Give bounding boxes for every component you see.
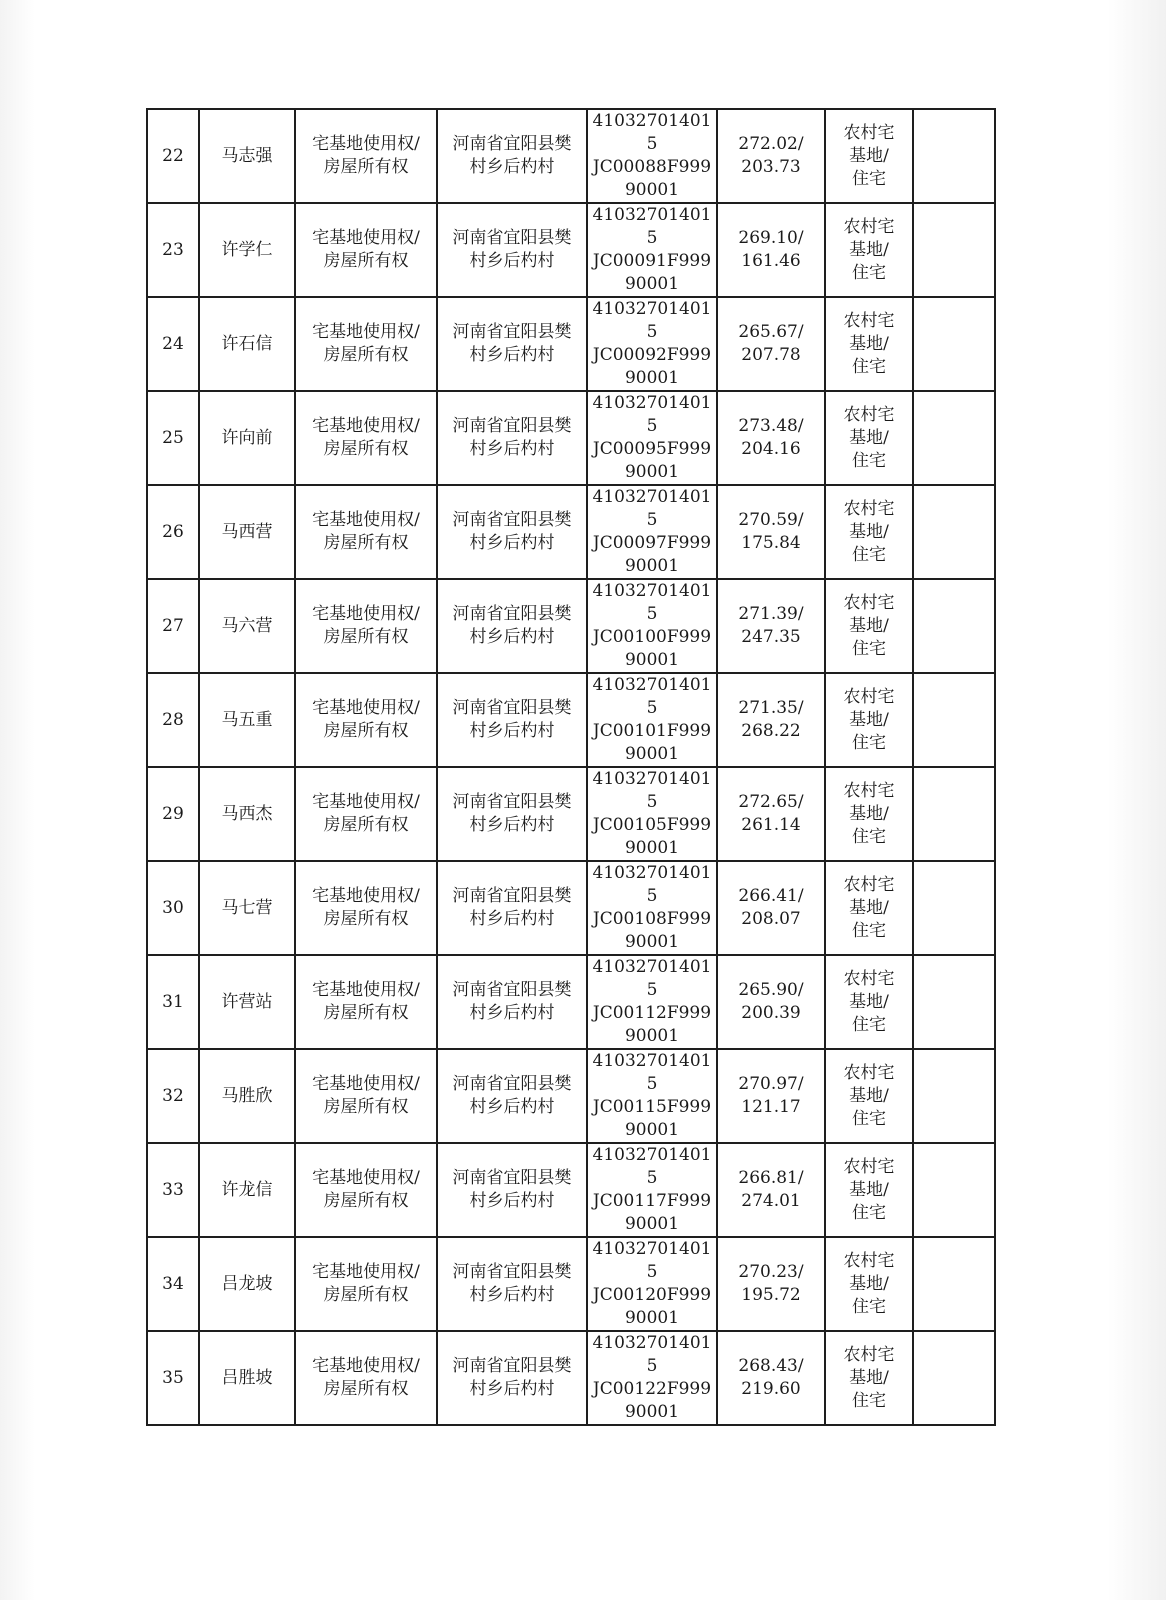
- location-line: 村乡后杓村: [469, 1003, 555, 1023]
- location-line: 村乡后杓村: [469, 1097, 555, 1117]
- location-cell: [437, 485, 587, 579]
- remarks-cell: [913, 1143, 995, 1237]
- parcel-code-line: 410327014015: [592, 299, 712, 342]
- area-cell: [717, 1331, 825, 1425]
- right-type-line: 宅基地使用权/: [312, 1074, 420, 1094]
- parcel-code-cell: [587, 579, 717, 673]
- parcel-code-line: JC00117F999: [592, 1191, 712, 1211]
- location-line: 河南省宜阳县樊: [452, 322, 572, 342]
- area-line: 268.43/: [738, 1356, 804, 1376]
- table-row: [147, 1237, 995, 1331]
- location-cell: [437, 861, 587, 955]
- right-type-cell: [295, 1143, 437, 1237]
- land-use-line: 基地/: [849, 1367, 889, 1388]
- table-row: [147, 1049, 995, 1143]
- right-type-line: 宅基地使用权/: [312, 792, 420, 812]
- row-number-cell: 31: [147, 955, 199, 1049]
- right-type-cell: [295, 391, 437, 485]
- right-type-cell: [295, 485, 437, 579]
- location-line: 村乡后杓村: [469, 157, 555, 177]
- land-use-line: 住宅: [852, 450, 886, 471]
- area-line: 200.39: [741, 1003, 801, 1023]
- area-line: 161.46: [741, 251, 801, 271]
- location-cell: [437, 1331, 587, 1425]
- land-use-line: 住宅: [852, 544, 886, 565]
- table-row: [147, 579, 995, 673]
- location-line: 河南省宜阳县樊: [452, 134, 572, 154]
- right-type-line: 房屋所有权: [323, 815, 409, 835]
- parcel-code-line: 410327014015: [592, 1333, 712, 1376]
- location-line: 村乡后杓村: [469, 345, 555, 365]
- right-type-line: 房屋所有权: [323, 157, 409, 177]
- land-use-line: 住宅: [852, 356, 886, 377]
- land-use-line: 农村宅: [843, 498, 895, 519]
- land-use-line: 基地/: [849, 615, 889, 636]
- remarks-cell: [913, 485, 995, 579]
- parcel-code-cell: [587, 1143, 717, 1237]
- location-line: 河南省宜阳县樊: [452, 1262, 572, 1282]
- location-line: 河南省宜阳县樊: [452, 1356, 572, 1376]
- area-line: 265.67/: [738, 322, 804, 342]
- area-line: 269.10/: [738, 228, 804, 248]
- owner-name-cell: 马志强: [199, 109, 295, 203]
- right-type-cell: [295, 767, 437, 861]
- area-line: 271.39/: [738, 604, 804, 624]
- location-cell: [437, 109, 587, 203]
- right-type-cell: [295, 579, 437, 673]
- owner-name-cell: 吕龙坡: [199, 1237, 295, 1331]
- land-use-line: 农村宅: [843, 1156, 895, 1177]
- land-use-line: 农村宅: [843, 310, 895, 331]
- area-line: 266.41/: [738, 886, 804, 906]
- parcel-code-line: JC00088F999: [592, 157, 712, 177]
- table-row: [147, 1331, 995, 1425]
- parcel-code-cell: [587, 861, 717, 955]
- right-type-line: 宅基地使用权/: [312, 1168, 420, 1188]
- parcel-code-line: 90001: [624, 744, 680, 764]
- row-number-cell: 22: [147, 109, 199, 203]
- location-cell: [437, 767, 587, 861]
- area-cell: [717, 673, 825, 767]
- right-type-line: 房屋所有权: [323, 1191, 409, 1211]
- land-use-line: 农村宅: [843, 404, 895, 425]
- location-line: 村乡后杓村: [469, 627, 555, 647]
- parcel-code-line: JC00105F999: [592, 815, 712, 835]
- table-row: [147, 955, 995, 1049]
- area-cell: [717, 767, 825, 861]
- location-cell: [437, 203, 587, 297]
- land-use-line: 农村宅: [843, 968, 895, 989]
- location-line: 河南省宜阳县樊: [452, 1168, 572, 1188]
- land-use-line: 住宅: [852, 262, 886, 283]
- right-type-cell: [295, 673, 437, 767]
- remarks-cell: [913, 673, 995, 767]
- parcel-code-line: 410327014015: [592, 205, 712, 248]
- remarks-cell: [913, 1331, 995, 1425]
- area-line: 274.01: [741, 1191, 801, 1211]
- area-line: 273.48/: [738, 416, 804, 436]
- land-use-line: 农村宅: [843, 874, 895, 895]
- parcel-code-line: JC00092F999: [592, 345, 712, 365]
- area-line: 247.35: [741, 627, 801, 647]
- area-line: 270.59/: [738, 510, 804, 530]
- right-type-line: 房屋所有权: [323, 909, 409, 929]
- right-type-line: 房屋所有权: [323, 1097, 409, 1117]
- area-cell: [717, 203, 825, 297]
- parcel-code-line: 90001: [624, 1120, 680, 1140]
- row-number-cell: 27: [147, 579, 199, 673]
- parcel-code-line: 410327014015: [592, 111, 712, 154]
- parcel-code-cell: [587, 767, 717, 861]
- right-type-line: 宅基地使用权/: [312, 322, 420, 342]
- right-type-line: 宅基地使用权/: [312, 1262, 420, 1282]
- land-use-cell: [825, 767, 913, 861]
- land-use-cell: [825, 955, 913, 1049]
- parcel-code-line: 90001: [624, 462, 680, 482]
- row-number-cell: 29: [147, 767, 199, 861]
- parcel-code-cell: [587, 485, 717, 579]
- land-use-cell: [825, 861, 913, 955]
- right-type-line: 房屋所有权: [323, 345, 409, 365]
- area-cell: [717, 109, 825, 203]
- parcel-code-line: JC00100F999: [592, 627, 712, 647]
- parcel-code-cell: [587, 297, 717, 391]
- area-line: 266.81/: [738, 1168, 804, 1188]
- location-line: 村乡后杓村: [469, 533, 555, 553]
- land-use-cell: [825, 673, 913, 767]
- remarks-cell: [913, 203, 995, 297]
- land-use-line: 住宅: [852, 1014, 886, 1035]
- right-type-line: 房屋所有权: [323, 627, 409, 647]
- right-type-cell: [295, 1237, 437, 1331]
- parcel-code-line: 90001: [624, 650, 680, 670]
- parcel-code-cell: [587, 955, 717, 1049]
- parcel-code-line: JC00120F999: [592, 1285, 712, 1305]
- right-type-line: 宅基地使用权/: [312, 416, 420, 436]
- land-use-line: 基地/: [849, 145, 889, 166]
- land-use-line: 农村宅: [843, 1344, 895, 1365]
- location-line: 河南省宜阳县樊: [452, 792, 572, 812]
- area-cell: [717, 1143, 825, 1237]
- table-body: [147, 109, 995, 1425]
- area-cell: [717, 579, 825, 673]
- parcel-code-line: 90001: [624, 1402, 680, 1422]
- parcel-code-line: JC00112F999: [592, 1003, 712, 1023]
- table-row: [147, 109, 995, 203]
- right-type-line: 宅基地使用权/: [312, 698, 420, 718]
- parcel-code-line: 90001: [624, 368, 680, 388]
- land-use-line: 住宅: [852, 1296, 886, 1317]
- parcel-code-cell: [587, 109, 717, 203]
- location-line: 村乡后杓村: [469, 1191, 555, 1211]
- right-type-cell: [295, 109, 437, 203]
- table-row: [147, 391, 995, 485]
- parcel-code-line: 410327014015: [592, 487, 712, 530]
- location-line: 河南省宜阳县樊: [452, 980, 572, 1000]
- owner-name-cell: 许石信: [199, 297, 295, 391]
- land-use-line: 住宅: [852, 826, 886, 847]
- parcel-code-cell: [587, 203, 717, 297]
- land-use-cell: [825, 579, 913, 673]
- right-type-cell: [295, 297, 437, 391]
- location-line: 河南省宜阳县樊: [452, 886, 572, 906]
- location-cell: [437, 1049, 587, 1143]
- location-cell: [437, 673, 587, 767]
- owner-name-cell: 许学仁: [199, 203, 295, 297]
- parcel-code-cell: [587, 673, 717, 767]
- parcel-code-line: 90001: [624, 1308, 680, 1328]
- parcel-code-line: 90001: [624, 274, 680, 294]
- land-use-cell: [825, 1049, 913, 1143]
- area-cell: [717, 955, 825, 1049]
- area-cell: [717, 297, 825, 391]
- land-use-line: 农村宅: [843, 780, 895, 801]
- land-use-line: 农村宅: [843, 592, 895, 613]
- parcel-code-cell: [587, 391, 717, 485]
- land-use-cell: [825, 297, 913, 391]
- area-line: 195.72: [741, 1285, 801, 1305]
- area-cell: [717, 1237, 825, 1331]
- owner-name-cell: 马西杰: [199, 767, 295, 861]
- right-type-line: 宅基地使用权/: [312, 134, 420, 154]
- table-row: [147, 297, 995, 391]
- remarks-cell: [913, 861, 995, 955]
- right-type-line: 房屋所有权: [323, 1003, 409, 1023]
- table-row: [147, 767, 995, 861]
- parcel-code-line: 410327014015: [592, 1239, 712, 1282]
- owner-name-cell: 许向前: [199, 391, 295, 485]
- land-use-line: 基地/: [849, 803, 889, 824]
- land-use-cell: [825, 109, 913, 203]
- location-line: 河南省宜阳县樊: [452, 1074, 572, 1094]
- location-line: 村乡后杓村: [469, 909, 555, 929]
- land-use-cell: [825, 1331, 913, 1425]
- location-cell: [437, 297, 587, 391]
- right-type-line: 宅基地使用权/: [312, 604, 420, 624]
- right-type-line: 宅基地使用权/: [312, 1356, 420, 1376]
- land-use-line: 农村宅: [843, 122, 895, 143]
- land-use-line: 基地/: [849, 897, 889, 918]
- location-cell: [437, 955, 587, 1049]
- parcel-code-line: 90001: [624, 180, 680, 200]
- right-type-line: 房屋所有权: [323, 721, 409, 741]
- land-use-line: 基地/: [849, 991, 889, 1012]
- location-line: 村乡后杓村: [469, 721, 555, 741]
- right-type-line: 宅基地使用权/: [312, 886, 420, 906]
- right-type-line: 房屋所有权: [323, 251, 409, 271]
- area-line: 272.65/: [738, 792, 804, 812]
- right-type-line: 宅基地使用权/: [312, 510, 420, 530]
- area-cell: [717, 391, 825, 485]
- remarks-cell: [913, 579, 995, 673]
- area-cell: [717, 861, 825, 955]
- right-type-cell: [295, 1331, 437, 1425]
- land-use-cell: [825, 485, 913, 579]
- remarks-cell: [913, 391, 995, 485]
- row-number-cell: 35: [147, 1331, 199, 1425]
- right-type-cell: [295, 203, 437, 297]
- remarks-cell: [913, 297, 995, 391]
- right-type-cell: [295, 955, 437, 1049]
- land-use-line: 农村宅: [843, 216, 895, 237]
- right-type-line: 房屋所有权: [323, 1285, 409, 1305]
- land-use-line: 基地/: [849, 709, 889, 730]
- parcel-code-line: 410327014015: [592, 957, 712, 1000]
- row-number-cell: 34: [147, 1237, 199, 1331]
- land-use-cell: [825, 391, 913, 485]
- land-use-cell: [825, 1143, 913, 1237]
- table-row: [147, 1143, 995, 1237]
- land-use-line: 基地/: [849, 427, 889, 448]
- land-use-cell: [825, 1237, 913, 1331]
- row-number-cell: 32: [147, 1049, 199, 1143]
- area-line: 204.16: [741, 439, 801, 459]
- parcel-code-line: 410327014015: [592, 769, 712, 812]
- owner-name-cell: 马五重: [199, 673, 295, 767]
- area-line: 271.35/: [738, 698, 804, 718]
- row-number-cell: 28: [147, 673, 199, 767]
- land-use-line: 基地/: [849, 239, 889, 260]
- land-use-cell: [825, 203, 913, 297]
- land-use-line: 基地/: [849, 1179, 889, 1200]
- land-use-line: 住宅: [852, 732, 886, 753]
- table-row: [147, 861, 995, 955]
- location-cell: [437, 579, 587, 673]
- location-line: 村乡后杓村: [469, 815, 555, 835]
- land-use-line: 住宅: [852, 1390, 886, 1411]
- row-number-cell: 24: [147, 297, 199, 391]
- location-cell: [437, 391, 587, 485]
- owner-name-cell: 吕胜坡: [199, 1331, 295, 1425]
- table-row: [147, 673, 995, 767]
- land-use-line: 农村宅: [843, 686, 895, 707]
- location-line: 村乡后杓村: [469, 251, 555, 271]
- parcel-code-line: JC00101F999: [592, 721, 712, 741]
- remarks-cell: [913, 109, 995, 203]
- land-use-line: 住宅: [852, 1202, 886, 1223]
- area-line: 175.84: [741, 533, 801, 553]
- row-number-cell: 26: [147, 485, 199, 579]
- location-line: 河南省宜阳县樊: [452, 228, 572, 248]
- owner-name-cell: 许龙信: [199, 1143, 295, 1237]
- land-use-line: 住宅: [852, 1108, 886, 1129]
- row-number-cell: 30: [147, 861, 199, 955]
- land-use-line: 住宅: [852, 638, 886, 659]
- land-use-line: 住宅: [852, 168, 886, 189]
- table-row: [147, 203, 995, 297]
- location-line: 村乡后杓村: [469, 1285, 555, 1305]
- area-line: 270.23/: [738, 1262, 804, 1282]
- area-cell: [717, 485, 825, 579]
- parcel-code-line: 90001: [624, 838, 680, 858]
- parcel-code-line: JC00097F999: [592, 533, 712, 553]
- parcel-code-line: 410327014015: [592, 1051, 712, 1094]
- parcel-code-line: 410327014015: [592, 393, 712, 436]
- right-type-cell: [295, 861, 437, 955]
- parcel-code-line: 90001: [624, 1214, 680, 1234]
- remarks-cell: [913, 1049, 995, 1143]
- area-line: 272.02/: [738, 134, 804, 154]
- row-number-cell: 25: [147, 391, 199, 485]
- location-cell: [437, 1237, 587, 1331]
- owner-name-cell: 马六营: [199, 579, 295, 673]
- table-row: [147, 485, 995, 579]
- parcel-code-line: 410327014015: [592, 863, 712, 906]
- area-cell: [717, 1049, 825, 1143]
- location-line: 河南省宜阳县樊: [452, 604, 572, 624]
- right-type-line: 房屋所有权: [323, 439, 409, 459]
- location-cell: [437, 1143, 587, 1237]
- location-line: 河南省宜阳县樊: [452, 698, 572, 718]
- owner-name-cell: 马胜欣: [199, 1049, 295, 1143]
- remarks-cell: [913, 955, 995, 1049]
- row-number-cell: 33: [147, 1143, 199, 1237]
- area-line: 121.17: [741, 1097, 801, 1117]
- property-rights-table: [146, 108, 996, 1426]
- location-line: 村乡后杓村: [469, 439, 555, 459]
- location-line: 村乡后杓村: [469, 1379, 555, 1399]
- right-type-cell: [295, 1049, 437, 1143]
- area-line: 219.60: [741, 1379, 801, 1399]
- right-type-line: 宅基地使用权/: [312, 228, 420, 248]
- land-use-line: 基地/: [849, 333, 889, 354]
- remarks-cell: [913, 1237, 995, 1331]
- parcel-code-line: JC00108F999: [592, 909, 712, 929]
- parcel-code-cell: [587, 1237, 717, 1331]
- owner-name-cell: 许营站: [199, 955, 295, 1049]
- right-type-line: 房屋所有权: [323, 533, 409, 553]
- land-use-line: 农村宅: [843, 1062, 895, 1083]
- row-number-cell: 23: [147, 203, 199, 297]
- parcel-code-line: 410327014015: [592, 675, 712, 718]
- parcel-code-cell: [587, 1331, 717, 1425]
- area-line: 208.07: [741, 909, 801, 929]
- parcel-code-line: 90001: [624, 932, 680, 952]
- area-line: 268.22: [741, 721, 801, 741]
- area-line: 265.90/: [738, 980, 804, 1000]
- location-line: 河南省宜阳县樊: [452, 510, 572, 530]
- parcel-code-line: JC00122F999: [592, 1379, 712, 1399]
- parcel-code-line: 90001: [624, 556, 680, 576]
- location-line: 河南省宜阳县樊: [452, 416, 572, 436]
- parcel-code-line: 410327014015: [592, 1145, 712, 1188]
- area-line: 203.73: [741, 157, 801, 177]
- area-line: 261.14: [741, 815, 801, 835]
- parcel-code-line: JC00091F999: [592, 251, 712, 271]
- owner-name-cell: 马西营: [199, 485, 295, 579]
- right-type-line: 房屋所有权: [323, 1379, 409, 1399]
- land-use-line: 基地/: [849, 1273, 889, 1294]
- area-line: 270.97/: [738, 1074, 804, 1094]
- land-use-line: 基地/: [849, 521, 889, 542]
- remarks-cell: [913, 767, 995, 861]
- parcel-code-line: 410327014015: [592, 581, 712, 624]
- land-use-line: 住宅: [852, 920, 886, 941]
- parcel-code-cell: [587, 1049, 717, 1143]
- right-type-line: 宅基地使用权/: [312, 980, 420, 1000]
- parcel-code-line: 90001: [624, 1026, 680, 1046]
- land-use-line: 基地/: [849, 1085, 889, 1106]
- parcel-code-line: JC00115F999: [592, 1097, 712, 1117]
- owner-name-cell: 马七营: [199, 861, 295, 955]
- parcel-code-line: JC00095F999: [592, 439, 712, 459]
- land-use-line: 农村宅: [843, 1250, 895, 1271]
- area-line: 207.78: [741, 345, 801, 365]
